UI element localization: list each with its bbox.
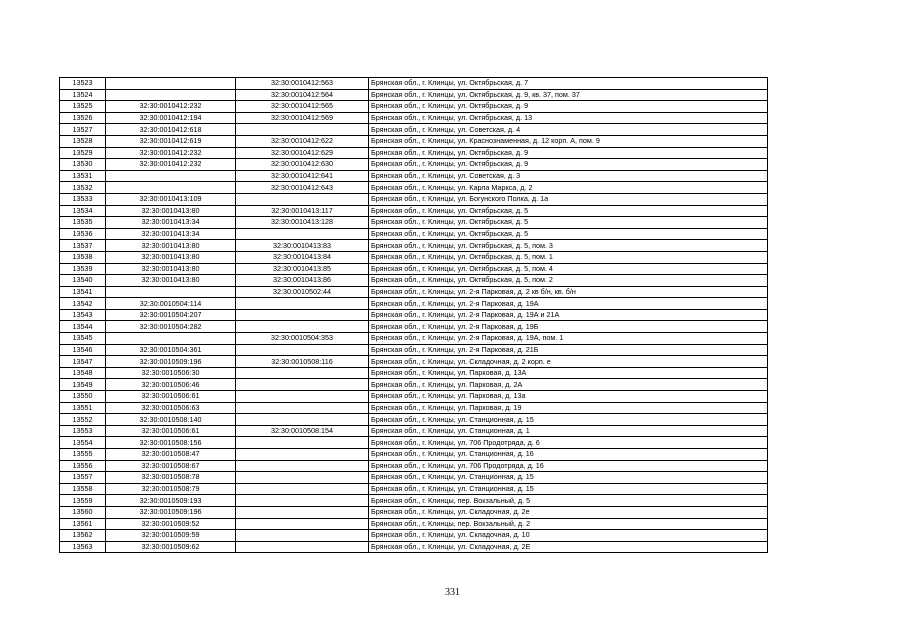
parcel-number-cell: 32:30:0010504:207 (106, 309, 236, 321)
parcel-number-cell: 32:30:0010413:80 (106, 205, 236, 217)
table-row (60, 367, 768, 379)
table-row (60, 147, 768, 159)
table-row (60, 437, 768, 449)
row-number-cell: 13560 (60, 506, 106, 518)
table-row (60, 112, 768, 124)
table-row (60, 518, 768, 530)
row-number-cell: 13554 (60, 437, 106, 449)
parcel-number-cell (106, 78, 236, 90)
table-row (60, 124, 768, 136)
row-number-cell: 13527 (60, 124, 106, 136)
object-number-cell: 32:30:0010413:86 (236, 275, 369, 287)
parcel-number-cell: 32:30:0010413:80 (106, 263, 236, 275)
address-cell: Брянская обл., г. Клинцы, ул. Советская, д. 3 (369, 170, 768, 182)
address-cell: Брянская обл., г. Клинцы, ул. Октябрьская, д. 13 (369, 112, 768, 124)
row-number-cell: 13531 (60, 170, 106, 182)
address-cell: Брянская обл., г. Клинцы, ул. 2-я Парковая, д. 19Б (369, 321, 768, 333)
object-number-cell: 32:30:0010412:643 (236, 182, 369, 194)
parcel-number-cell: 32:30:0010506:30 (106, 367, 236, 379)
address-cell: Брянская обл., г. Клинцы, ул. Складочная, д. 2е (369, 506, 768, 518)
object-number-cell (236, 414, 369, 426)
object-number-cell: 32:30:0010412:630 (236, 159, 369, 171)
address-cell: Брянская обл., г. Клинцы, ул. Станционная, д. 15 (369, 483, 768, 495)
table-row (60, 425, 768, 437)
table-row (60, 472, 768, 484)
object-number-cell (236, 506, 369, 518)
row-number-cell: 13543 (60, 309, 106, 321)
address-cell: Брянская обл., г. Клинцы, ул. Станционная, д. 1 (369, 425, 768, 437)
row-number-cell: 13551 (60, 402, 106, 414)
address-cell: Брянская обл., г. Клинцы, ул. Краснознаменная, д. 12 корп. А, пом. 9 (369, 135, 768, 147)
address-cell: Брянская обл., г. Клинцы, пер. Вокзальный, д. 5 (369, 495, 768, 507)
row-number-cell: 13538 (60, 251, 106, 263)
address-cell: Брянская обл., г. Клинцы, ул. Октябрьская, д. 5, пом. 2 (369, 275, 768, 287)
object-number-cell (236, 344, 369, 356)
address-cell: Брянская обл., г. Клинцы, ул. Парковая, д. 13А (369, 367, 768, 379)
table-row (60, 193, 768, 205)
object-number-cell: 32:30:0010508:154 (236, 425, 369, 437)
parcel-number-cell: 32:30:0010509:62 (106, 541, 236, 553)
address-cell: Брянская обл., г. Клинцы, ул. Октябрьская, д. 5 (369, 217, 768, 229)
row-number-cell: 13545 (60, 333, 106, 345)
table-row (60, 541, 768, 553)
parcel-number-cell: 32:30:0010412:194 (106, 112, 236, 124)
table-row (60, 414, 768, 426)
object-number-cell: 32:30:0010412:622 (236, 135, 369, 147)
address-cell: Брянская обл., г. Клинцы, ул. Богунского Полка, д. 1а (369, 193, 768, 205)
address-cell: Брянская обл., г. Клинцы, ул. Карла Маркса, д. 2 (369, 182, 768, 194)
object-number-cell (236, 541, 369, 553)
row-number-cell: 13537 (60, 240, 106, 252)
row-number-cell: 13561 (60, 518, 106, 530)
parcel-number-cell: 32:30:0010412:232 (106, 159, 236, 171)
address-cell: Брянская обл., г. Клинцы, ул. Парковая, д. 13а (369, 391, 768, 403)
row-number-cell: 13536 (60, 228, 106, 240)
object-number-cell (236, 124, 369, 136)
object-number-cell: 32:30:0010502:44 (236, 286, 369, 298)
table-row (60, 275, 768, 287)
object-number-cell (236, 228, 369, 240)
address-cell: Брянская обл., г. Клинцы, ул. Октябрьская, д. 9 (369, 147, 768, 159)
address-cell: Брянская обл., г. Клинцы, ул. Складочная, д. 2Е (369, 541, 768, 553)
object-number-cell (236, 530, 369, 542)
object-number-cell (236, 472, 369, 484)
object-number-cell: 32:30:0010413:83 (236, 240, 369, 252)
parcel-number-cell: 32:30:0010504:361 (106, 344, 236, 356)
address-cell: Брянская обл., г. Клинцы, пер. Вокзальный, д. 2 (369, 518, 768, 530)
records-table (59, 77, 768, 553)
address-cell: Брянская обл., г. Клинцы, ул. Октябрьская, д. 9 (369, 101, 768, 113)
parcel-number-cell: 32:30:0010413:80 (106, 251, 236, 263)
address-cell: Брянская обл., г. Клинцы, ул. 706 Продотряда, д. 6 (369, 437, 768, 449)
address-cell: Брянская обл., г. Клинцы, ул. Парковая, д. 2А (369, 379, 768, 391)
address-cell: Брянская обл., г. Клинцы, ул. Октябрьская, д. 5, пом. 1 (369, 251, 768, 263)
row-number-cell: 13556 (60, 460, 106, 472)
table-row (60, 182, 768, 194)
object-number-cell (236, 193, 369, 205)
table-row (60, 89, 768, 101)
table-row (60, 263, 768, 275)
table-row (60, 333, 768, 345)
object-number-cell (236, 402, 369, 414)
row-number-cell: 13547 (60, 356, 106, 368)
object-number-cell (236, 391, 369, 403)
parcel-number-cell: 32:30:0010509:193 (106, 495, 236, 507)
object-number-cell: 32:30:0010413:84 (236, 251, 369, 263)
row-number-cell: 13558 (60, 483, 106, 495)
object-number-cell (236, 518, 369, 530)
parcel-number-cell (106, 286, 236, 298)
table-row (60, 402, 768, 414)
object-number-cell (236, 495, 369, 507)
table-row (60, 170, 768, 182)
row-number-cell: 13523 (60, 78, 106, 90)
page-number: 331 (445, 587, 460, 598)
object-number-cell: 32:30:0010412:569 (236, 112, 369, 124)
parcel-number-cell: 32:30:0010413:80 (106, 275, 236, 287)
parcel-number-cell: 32:30:0010413:34 (106, 217, 236, 229)
object-number-cell: 32:30:0010412:563 (236, 78, 369, 90)
row-number-cell: 13553 (60, 425, 106, 437)
parcel-number-cell: 32:30:0010412:618 (106, 124, 236, 136)
row-number-cell: 13533 (60, 193, 106, 205)
row-number-cell: 13557 (60, 472, 106, 484)
parcel-number-cell: 32:30:0010412:619 (106, 135, 236, 147)
address-cell: Брянская обл., г. Клинцы, ул. 2-я Парковая, д. 21Б (369, 344, 768, 356)
parcel-number-cell (106, 89, 236, 101)
object-number-cell: 32:30:0010412:641 (236, 170, 369, 182)
parcel-number-cell: 32:30:0010506:61 (106, 425, 236, 437)
address-cell: Брянская обл., г. Клинцы, ул. Парковая, д. 19 (369, 402, 768, 414)
row-number-cell: 13534 (60, 205, 106, 217)
row-number-cell: 13555 (60, 449, 106, 461)
object-number-cell: 32:30:0010412:629 (236, 147, 369, 159)
table-row (60, 356, 768, 368)
address-cell: Брянская обл., г. Клинцы, ул. Октябрьская, д. 5 (369, 205, 768, 217)
row-number-cell: 13539 (60, 263, 106, 275)
object-number-cell: 32:30:0010413:85 (236, 263, 369, 275)
address-cell: Брянская обл., г. Клинцы, ул. Октябрьская, д. 9 (369, 159, 768, 171)
table-row (60, 391, 768, 403)
parcel-number-cell: 32:30:0010508:67 (106, 460, 236, 472)
row-number-cell: 13552 (60, 414, 106, 426)
parcel-number-cell: 32:30:0010413:109 (106, 193, 236, 205)
object-number-cell (236, 437, 369, 449)
parcel-number-cell: 32:30:0010509:196 (106, 356, 236, 368)
parcel-number-cell: 32:30:0010508:140 (106, 414, 236, 426)
address-cell: Брянская обл., г. Клинцы, ул. 2-я Парковая, д. 19А, пом. 1 (369, 333, 768, 345)
address-cell: Брянская обл., г. Клинцы, ул. Октябрьская, д. 9, кв. 37, пом. 37 (369, 89, 768, 101)
table-row (60, 228, 768, 240)
table-row (60, 135, 768, 147)
object-number-cell (236, 309, 369, 321)
parcel-number-cell (106, 333, 236, 345)
table-row (60, 309, 768, 321)
row-number-cell: 13524 (60, 89, 106, 101)
address-cell: Брянская обл., г. Клинцы, ул. 2-я Парковая, д. 19А и 21А (369, 309, 768, 321)
parcel-number-cell: 32:30:0010413:80 (106, 240, 236, 252)
table-row (60, 217, 768, 229)
parcel-number-cell: 32:30:0010508:79 (106, 483, 236, 495)
row-number-cell: 13526 (60, 112, 106, 124)
parcel-number-cell: 32:30:0010412:232 (106, 101, 236, 113)
table-row (60, 101, 768, 113)
table-row (60, 379, 768, 391)
row-number-cell: 13546 (60, 344, 106, 356)
row-number-cell: 13562 (60, 530, 106, 542)
parcel-number-cell: 32:30:0010506:63 (106, 402, 236, 414)
address-cell: Брянская обл., г. Клинцы, ул. Станционная, д. 16 (369, 449, 768, 461)
address-cell: Брянская обл., г. Клинцы, ул. Станционная, д. 15 (369, 414, 768, 426)
table-row (60, 240, 768, 252)
row-number-cell: 13559 (60, 495, 106, 507)
object-number-cell: 32:30:0010504:353 (236, 333, 369, 345)
parcel-number-cell (106, 182, 236, 194)
table-row (60, 460, 768, 472)
address-cell: Брянская обл., г. Клинцы, ул. 706 Продотряда, д. 16 (369, 460, 768, 472)
table-row (60, 483, 768, 495)
parcel-number-cell: 32:30:0010506:46 (106, 379, 236, 391)
row-number-cell: 13535 (60, 217, 106, 229)
parcel-number-cell: 32:30:0010509:196 (106, 506, 236, 518)
row-number-cell: 13563 (60, 541, 106, 553)
row-number-cell: 13529 (60, 147, 106, 159)
object-number-cell: 32:30:0010413:128 (236, 217, 369, 229)
table-row (60, 298, 768, 310)
records-table-body (60, 78, 768, 553)
parcel-number-cell: 32:30:0010413:34 (106, 228, 236, 240)
table-row (60, 159, 768, 171)
parcel-number-cell: 32:30:0010504:114 (106, 298, 236, 310)
parcel-number-cell: 32:30:0010508:47 (106, 449, 236, 461)
parcel-number-cell: 32:30:0010509:52 (106, 518, 236, 530)
row-number-cell: 13544 (60, 321, 106, 333)
parcel-number-cell: 32:30:0010504:282 (106, 321, 236, 333)
table-row (60, 495, 768, 507)
row-number-cell: 13542 (60, 298, 106, 310)
address-cell: Брянская обл., г. Клинцы, ул. 2-я Парковая, д. 2 кв б/н, кв. б/н (369, 286, 768, 298)
table-row (60, 530, 768, 542)
address-cell: Брянская обл., г. Клинцы, ул. Октябрьская, д. 5 (369, 228, 768, 240)
address-cell: Брянская обл., г. Клинцы, ул. Станционная, д. 15 (369, 472, 768, 484)
row-number-cell: 13548 (60, 367, 106, 379)
row-number-cell: 13525 (60, 101, 106, 113)
table-row (60, 251, 768, 263)
table-row (60, 205, 768, 217)
object-number-cell (236, 379, 369, 391)
object-number-cell: 32:30:0010508:116 (236, 356, 369, 368)
object-number-cell (236, 367, 369, 379)
parcel-number-cell: 32:30:0010509:59 (106, 530, 236, 542)
object-number-cell: 32:30:0010413:117 (236, 205, 369, 217)
address-cell: Брянская обл., г. Клинцы, ул. Складочная, д. 10 (369, 530, 768, 542)
table-row (60, 449, 768, 461)
parcel-number-cell (106, 170, 236, 182)
object-number-cell (236, 321, 369, 333)
table-row (60, 321, 768, 333)
object-number-cell (236, 449, 369, 461)
table-row (60, 506, 768, 518)
object-number-cell: 32:30:0010412:565 (236, 101, 369, 113)
address-cell: Брянская обл., г. Клинцы, ул. Складочная, д. 2 корп. е (369, 356, 768, 368)
parcel-number-cell: 32:30:0010506:61 (106, 391, 236, 403)
parcel-number-cell: 32:30:0010508:156 (106, 437, 236, 449)
address-cell: Брянская обл., г. Клинцы, ул. Октябрьская, д. 5, пом. 4 (369, 263, 768, 275)
row-number-cell: 13528 (60, 135, 106, 147)
address-cell: Брянская обл., г. Клинцы, ул. Октябрьская, д. 7 (369, 78, 768, 90)
object-number-cell: 32:30:0010412:564 (236, 89, 369, 101)
row-number-cell: 13530 (60, 159, 106, 171)
object-number-cell (236, 483, 369, 495)
row-number-cell: 13541 (60, 286, 106, 298)
address-cell: Брянская обл., г. Клинцы, ул. Октябрьская, д. 5, пом. 3 (369, 240, 768, 252)
table-row (60, 344, 768, 356)
table-row (60, 286, 768, 298)
address-cell: Брянская обл., г. Клинцы, ул. 2-я Парковая, д. 19А (369, 298, 768, 310)
object-number-cell (236, 298, 369, 310)
object-number-cell (236, 460, 369, 472)
row-number-cell: 13532 (60, 182, 106, 194)
row-number-cell: 13549 (60, 379, 106, 391)
row-number-cell: 13550 (60, 391, 106, 403)
row-number-cell: 13540 (60, 275, 106, 287)
address-cell: Брянская обл., г. Клинцы, ул. Советская, д. 4 (369, 124, 768, 136)
table-row (60, 78, 768, 90)
parcel-number-cell: 32:30:0010508:78 (106, 472, 236, 484)
parcel-number-cell: 32:30:0010412:232 (106, 147, 236, 159)
